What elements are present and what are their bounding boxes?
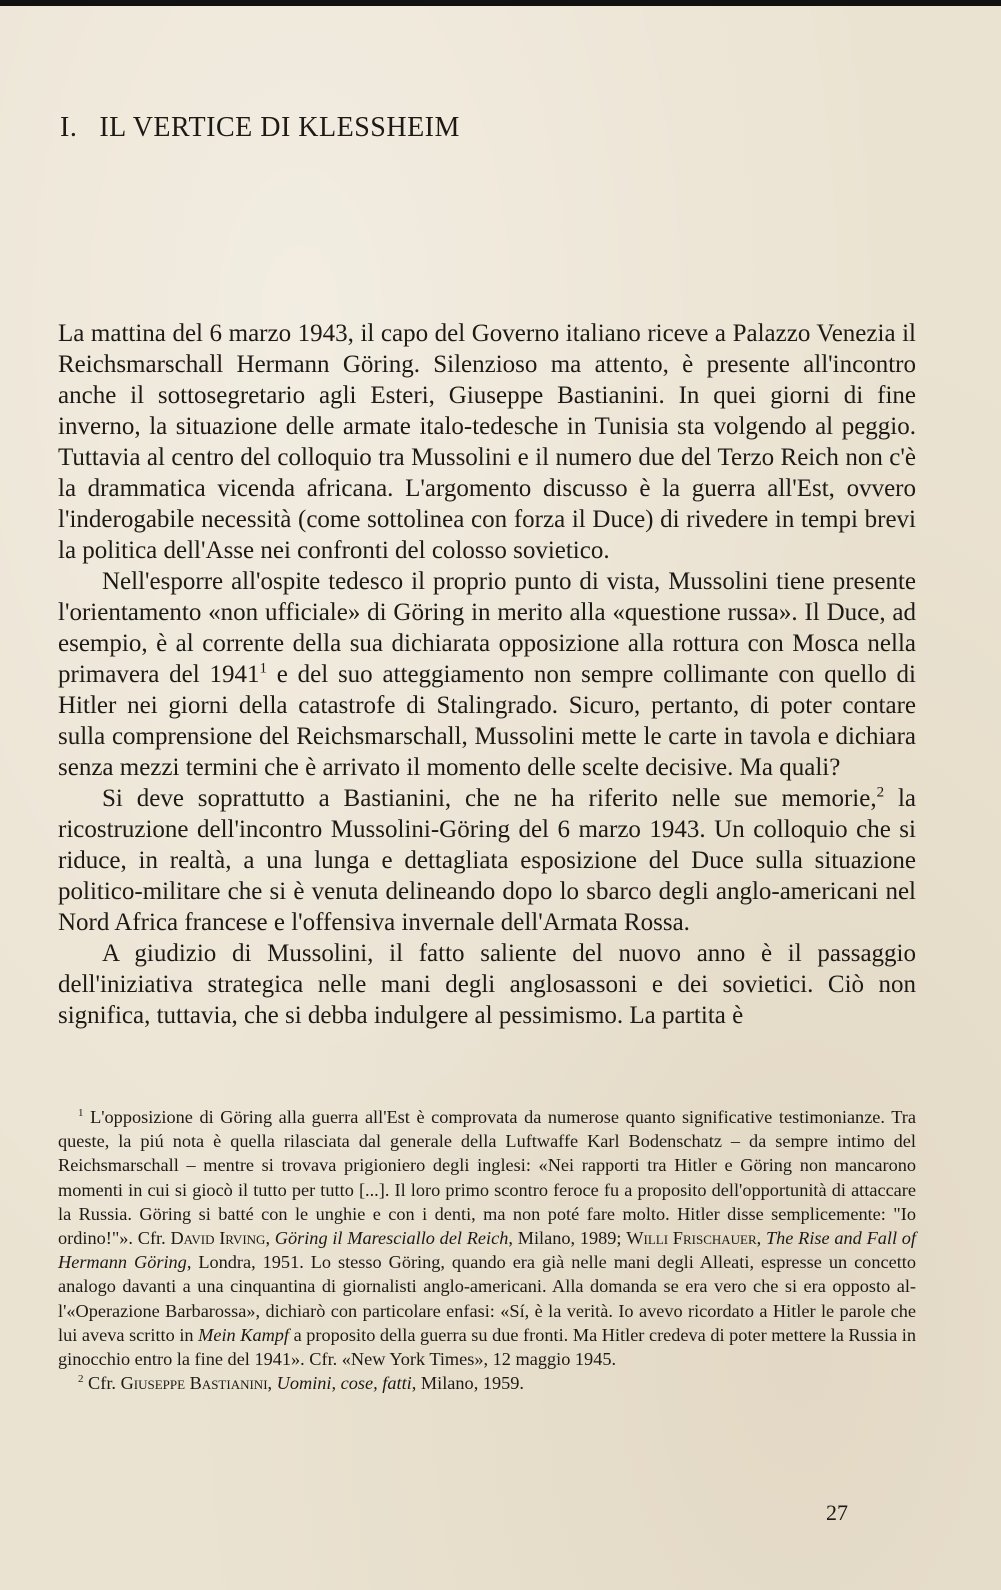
footnote-1-title-3: Mein Kampf bbox=[198, 1324, 290, 1345]
paragraph-2-text-b: e del suo atteggiamento non sempre collimante con quello di Hitler nei giorni della catastrofe di Stalingrado. Sicuro, pertanto, di poter contare sulla comprensione del Reichsmarschall, Mussolini mette le carte in tavola e dichiara senza mezzi termini che è arrivato il momento delle scelte decisive. Ma quali? bbox=[58, 661, 916, 781]
body-text bbox=[58, 318, 916, 1031]
footnote-1-title-1: Göring il Maresciallo del Reich bbox=[274, 1228, 509, 1249]
footnote-ref-2[interactable]: 2 bbox=[876, 784, 885, 801]
footnote-2-title: Uomini, cose, fatti bbox=[276, 1373, 412, 1394]
footnote-ref-1[interactable]: 1 bbox=[259, 660, 267, 677]
paragraph-2 bbox=[58, 566, 916, 783]
chapter-number: I. bbox=[60, 112, 78, 143]
footnote-1-text-c: , Londra, 1951. Lo stesso Göring, quando era già nelle mani degli Alleati, espresse un concetto analogo davanti a una cinquantina di giornalisti anglo-americani. Alla domanda se era vero che si era opposto all'«Operazione Barbarossa», dichiarò con particolare enfasi: «Sí, è la verità. Io avevo ricordato a Hitler le parole che lui aveva scritto in bbox=[58, 1252, 916, 1345]
paragraph-1 bbox=[58, 318, 916, 566]
paragraph-3-text-a: Si deve soprattutto a Bastianini, che ne ha riferito nelle sue memorie, bbox=[102, 785, 877, 812]
chapter-title: IL VERTICE DI KLESSHEIM bbox=[99, 112, 460, 143]
footnote-1: $^1$ L'opposizione di Göring alla guerra all'Est è comprovata da numerose quanto significative testimonianze. Tra queste, la piú nota è quella rilasciata dal generale della Luftwaffe Karl Bodenschatz – da sempre intimo del Reichsmarschall – mentre si trovava prigioniero degli inglesi: «Nei rapporti tra Hitler e Göring non mancarono momenti in cui si giocò il tutto per tutto [...]. Il loro primo scontro feroce fu a proposito dell'opportunità di attaccare la Russia. Göring si batté con le unghie e con i denti, ma non poté fare molto. Hitler disse semplicemente: "Io ordino!"». Cfr. David Irving, Göring il Maresciallo del Reich, Milano, 1989; Willi Frischauer, The Rise and Fall of Hermann Göring, Londra, 1951. Lo stesso Göring, quando era già nelle mani degli Alleati, espresse un concetto analogo davanti a una cinquantina di giornalisti anglo-americani. Alla domanda se era vero che si era opposto all'«Operazione Barbarossa», dichiarò con particolare enfasi: «Sí, è la verità. Io avevo ricordato a Hitler le parole che lui aveva scritto in Mein Kampf a proposito della guerra su due fronti. Ma Hitler credeva di poter mettere la Russia in ginocchio entro la fine del 1941». Cfr. «New York Times», 12 maggio 1945. bbox=[58, 1106, 917, 1370]
footnote-2-author: Giuseppe Bastianini bbox=[120, 1373, 268, 1394]
paragraph-1-text: La mattina del 6 marzo 1943, il capo del Governo italiano riceve a Palazzo Venezia il Reichsmarschall Hermann Göring. Silenzioso ma attento, è presente all'incontro anche il sottosegretario agli Esteri, Giuseppe Bastianini. In quei giorni di fine inverno, la situazione delle armate italo-tedesche in Tunisia sta volgendo al peggio. Tuttavia al centro del colloquio tra Mussolini e il numero due del Terzo Reich non c'è la drammatica vicenda africana. L'argomento discusso è la guerra all'Est, ovvero l'inderogabile necessità (come sottolinea con forza il Duce) di rivedere in tempi brevi la politica dell'Asse nei confronti del colosso sovietico. bbox=[58, 320, 916, 564]
footnotes bbox=[58, 1105, 916, 1395]
chapter-heading bbox=[60, 112, 460, 144]
footnote-1-text-b: , Milano, 1989; bbox=[508, 1228, 627, 1249]
footnote-1-text-a: L'opposizione di Göring alla guerra all'Est è comprovata da numerose quanto significative testimonianze. Tra queste, la piú nota è quella rilasciata dal generale della Luftwaffe Karl Bodenschatz – da sempre intimo del Reichsmarschall – mentre si trovava prigioniero degli inglesi: «Nei rapporti tra Hitler e Göring non mancarono momenti in cui si giocò il tutto per tutto [...]. Il loro primo scontro feroce fu a proposito dell'opportunità di attaccare la Russia. Göring si batté con le unghie e con i denti, ma non poté fare molto. Hitler disse semplicemente: "Io ordino!"». Cfr. bbox=[58, 1107, 916, 1249]
footnote-2-text-b: , Milano, 1959. bbox=[411, 1373, 524, 1394]
paragraph-2-text-a: Nell'esporre all'ospite tedesco il proprio punto di vista, Mussolini tiene presente l'orientamento «non ufficiale» di Göring in merito alla «questione russa». Il Duce, ad esempio, è al corrente della sua dichiarata opposizione alla rottura con Mosca nella primavera del 1941 bbox=[58, 568, 916, 688]
footnote-2: $^2$ Cfr. Giuseppe Bastianini, Uomini, cose, fatti, Milano, 1959. bbox=[78, 1373, 524, 1394]
paragraph-3 bbox=[58, 783, 916, 938]
footnote-1-title-2: The Rise and Fall of Hermann Göring bbox=[58, 1228, 917, 1273]
top-edge-line bbox=[0, 0, 1001, 6]
footnote-1-mark: 1 bbox=[78, 1106, 84, 1119]
paragraph-4-text: A giudizio di Mussolini, il fatto saliente del nuovo anno è il passaggio dell'iniziativa strategica nelle mani degli anglosassoni e dei sovietici. Ciò non significa, tuttavia, che si debba indulgere al pessimismo. La partita è bbox=[58, 940, 916, 1029]
footnote-2-mark: 2 bbox=[78, 1373, 84, 1386]
footnote-1-author-2: Willi Frischauer bbox=[626, 1228, 757, 1249]
page-number: 27 bbox=[826, 1500, 848, 1525]
footnote-2-text-a: Cfr. bbox=[83, 1373, 121, 1394]
paragraph-3-text-b: la ricostruzione dell'incontro Mussolini-Göring del 6 marzo 1943. Un colloquio che si riduce, in realtà, a una lunga e dettagliata esposizione del Duce sulla situazione politico-militare che si è venuta delineando dopo lo sbarco degli anglo-americani nel Nord Africa francese e l'offensiva invernale dell'Armata Rossa. bbox=[58, 785, 916, 936]
paragraph-4 bbox=[58, 938, 916, 1031]
footnote-1-author-1: David Irving bbox=[170, 1228, 266, 1249]
footnote-1-text-d: a proposito della guerra su due fronti. Ma Hitler credeva di poter mettere la Russia in ginocchio entro la fine del 1941». Cfr. «New York Times», 12 maggio 1945. bbox=[58, 1324, 916, 1370]
